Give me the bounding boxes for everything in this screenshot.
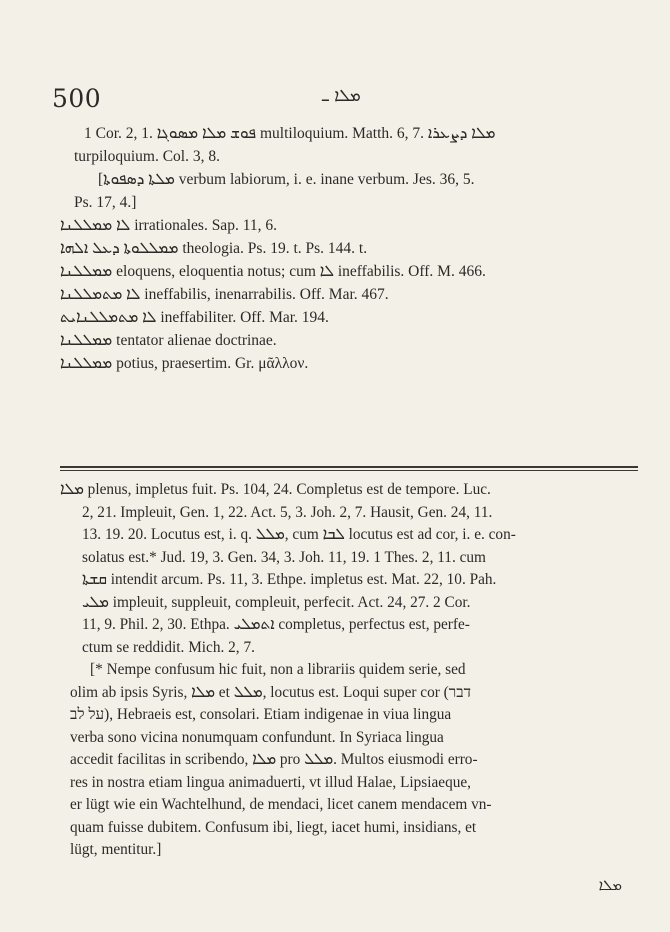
- entry-line: ܠܐ ܡܡܠܠܢܐ irrationales. Sap. 11, 6.: [60, 217, 277, 234]
- note-line: lügt, mentitur.]: [70, 841, 162, 858]
- running-head: ܡܠܐ ـ: [322, 86, 361, 106]
- section-rule-thick: [60, 466, 638, 468]
- section-rule-thin: [60, 470, 638, 471]
- entry-block-top: [60, 122, 640, 375]
- entry-line: ܠܐ ܡܬܡܠܠܢܐܝܬ ineffabiliter. Off. Mar. 194.: [60, 309, 329, 326]
- entry-line: ܡܡܠܠܢܐ eloquens, eloquentia notus; cum ܠܐ ineffabilis. Off. M. 466.: [60, 263, 486, 280]
- page-header: [52, 84, 610, 114]
- catchword: ܡܠܐ: [598, 876, 622, 894]
- note-line: olim ab ipsis Syris, ܡܠܐ et ܡܠܠ, locutus est. Loqui super cor (דבר: [70, 683, 471, 701]
- entry-line: ܡܠܝ impleuit, suppleuit, compleuit, perfecit. Act. 24, 27. 2 Cor.: [82, 593, 471, 611]
- entry-line: solatus est.* Jud. 19, 3. Gen. 34, 3. Joh. 11, 19. 1 Thes. 2, 11. cum: [82, 548, 486, 566]
- entry-line: ܡܡܠܠܘܬܐ ܕܥܠ ܐܠܗܐ theologia. Ps. 19. t. Ps. 144. t.: [60, 240, 368, 257]
- entry-line: 1 Cor. 2, 1. ܦܘܫ ܡܠܐ ܡܣܘܓܐ multiloquium. Matth. 6, 7. ܡܠܐ ܕܨܥܪܐ: [84, 125, 496, 142]
- entry-line: [ܡܠܬܐ ܕܣܦܘܬܐ verbum labiorum, i. e. inane verbum. Jes. 36, 5.: [98, 171, 475, 188]
- entry-line: ܩܫܬܐ intendit arcum. Ps. 11, 3. Ethpe. impletus est. Mat. 22, 10. Pah.: [82, 571, 497, 588]
- note-line: [* Nempe confusum hic fuit, non a librariis quidem serie, sed: [90, 661, 466, 678]
- entry-line: ܠܐ ܡܬܡܠܠܢܐ ineffabilis, inenarrabilis. Off. Mar. 467.: [60, 286, 389, 303]
- entry-line: ܡܡܠܠܢܐ potius, praesertim. Gr. μᾶλλον.: [60, 355, 309, 372]
- page-number: 500: [52, 84, 102, 113]
- entry-line: 13. 19. 20. Locutus est, i. q. ܡܠܠ, cum ܠܒܐ locutus est ad cor, i. e. con-: [82, 526, 516, 543]
- entry-line: ܡܡܠܠܢܐ tentator alienae doctrinae.: [60, 332, 277, 349]
- entry-line: ܡܠܐ plenus, impletus fuit. Ps. 104, 24. Completus est de tempore. Luc.: [60, 481, 491, 498]
- note-line: verba sono vicina nonumquam confundunt. In Syriaca lingua: [70, 728, 444, 746]
- note-line: accedit facilitas in scribendo, ܡܠܐ pro ܡܠܠ. Multos eiusmodi erro-: [70, 751, 478, 768]
- note-line: er lügt wie ein Wachtelhund, de mendaci, licet canem mendacem vn-: [70, 796, 492, 813]
- note-line: על לב), Hebraeis est, consolari. Etiam indigenae in viua lingua: [70, 706, 452, 723]
- entry-line: Ps. 17, 4.]: [74, 194, 137, 211]
- entry-line: 11, 9. Phil. 2, 30. Ethpa. ܐܬܡܠܝ completus, perfectus est, perfe-: [82, 616, 470, 633]
- entry-block-main: [60, 479, 642, 862]
- entry-line: ctum se reddidit. Mich. 2, 7.: [82, 638, 255, 656]
- entry-line: 2, 21. Impleuit, Gen. 1, 22. Act. 5, 3. Joh. 2, 7. Hausit, Gen. 24, 11.: [82, 503, 493, 521]
- note-line: quam fuisse dubitem. Confusum ibi, liegt, iacet humi, insidians, et: [70, 818, 477, 836]
- entry-line: turpiloquium. Col. 3, 8.: [74, 148, 220, 165]
- note-line: res in nostra etiam lingua animaduerti, vt illud Halae, Lipsiaeque,: [70, 773, 471, 791]
